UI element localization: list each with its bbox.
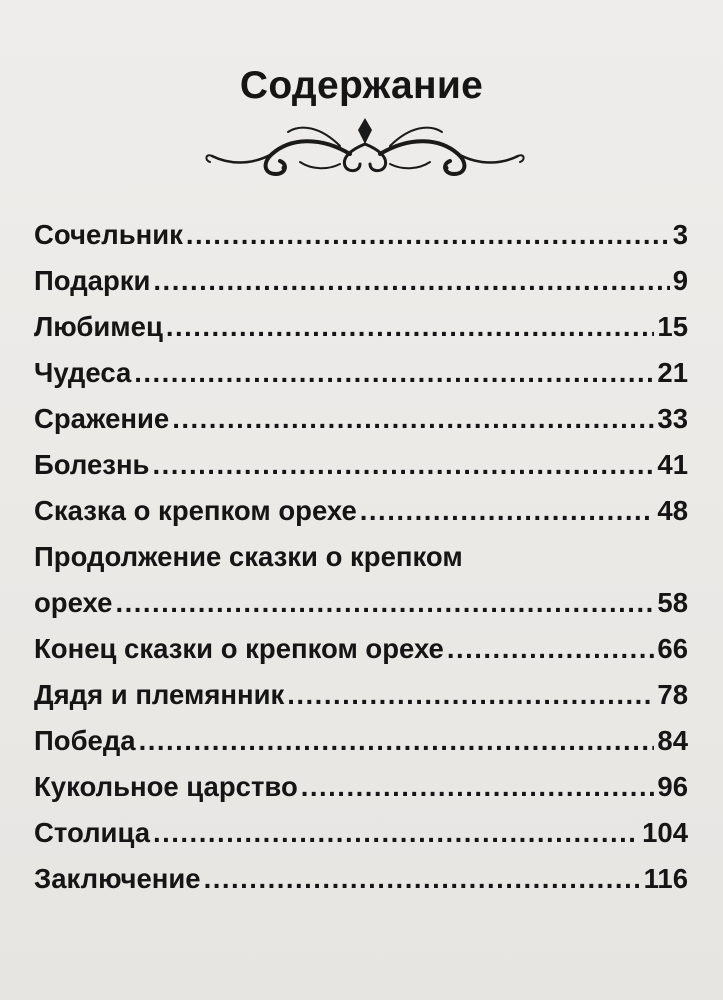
toc-entry [34,212,688,258]
toc-entry [34,810,688,856]
toc-entry-title: Победа [34,725,136,756]
toc-dot-leader [287,672,654,718]
toc-entry [34,718,688,764]
toc-dot-leader [134,350,654,396]
page-title: Содержание [239,64,484,108]
table-of-contents [34,212,688,902]
toc-dot-leader [204,856,641,902]
toc-entry-title: Кукольное царство [34,771,298,802]
toc-entry [34,764,688,810]
toc-entry [34,626,688,672]
toc-entry-title: орехе [34,587,113,618]
toc-dot-leader [153,810,639,856]
toc-dot-leader [186,212,670,258]
toc-page-number: 58 [657,587,688,618]
toc-entry [34,442,688,488]
toc-dot-leader [166,304,655,350]
toc-entry-title: Сражение [34,403,170,434]
toc-page-number: 33 [657,403,688,434]
toc-entry [34,304,688,350]
toc-entry-title: Сочельник [34,219,183,250]
toc-entry [34,534,688,626]
toc-entry-title: Подарки [34,265,151,296]
toc-entry-title: Чудеса [34,357,132,388]
toc-entry-title: Сказка о крепком орехе [34,495,357,526]
toc-entry-title: Дядя и племянник [34,679,285,710]
toc-page-number: 21 [657,357,688,388]
toc-page-number: 116 [643,863,688,894]
toc-page-number: 66 [657,633,688,664]
toc-entry-title-line1: Продолжение сказки о крепком [34,541,463,572]
toc-entry-title: Заключение [34,863,201,894]
toc-entry [34,856,688,902]
toc-dot-leader [152,442,654,488]
toc-dot-leader [172,396,654,442]
toc-entry-title: Столица [34,817,150,848]
toc-page-number: 48 [657,495,688,526]
toc-entry [34,672,688,718]
toc-dot-leader [360,488,655,534]
toc-entry [34,258,688,304]
toc-dot-leader [301,764,655,810]
toc-page-number: 41 [657,449,688,480]
toc-page-number: 15 [657,311,688,342]
toc-entry-title: Болезнь [34,449,150,480]
flourish-divider-icon [200,116,530,178]
toc-entry-title: Конец сказки о крепком орехе [34,633,444,664]
toc-page-number: 9 [672,265,688,296]
toc-page-number: 84 [657,725,688,756]
toc-page-number: 104 [642,817,688,848]
toc-entry [34,488,688,534]
toc-entry-title: Любимец [34,311,163,342]
toc-dot-leader [153,258,669,304]
toc-dot-leader [115,580,654,626]
toc-dot-leader [139,718,655,764]
toc-page-number: 78 [657,679,688,710]
toc-dot-leader [447,626,655,672]
toc-page-number: 3 [672,219,688,250]
toc-entry [34,396,688,442]
toc-entry [34,350,688,396]
toc-page-number: 96 [657,771,688,802]
